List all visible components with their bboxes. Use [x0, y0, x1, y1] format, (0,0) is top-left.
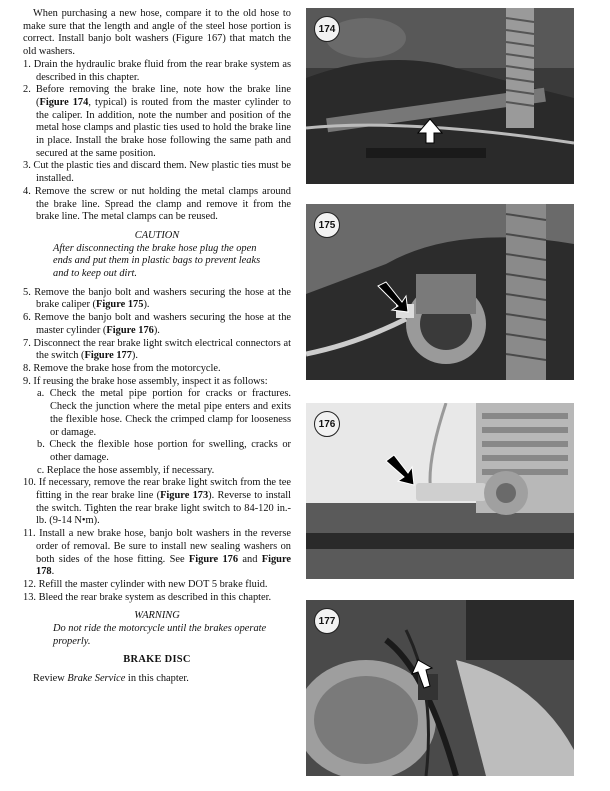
step-4: 4. Remove the screw or nut holding the metal clamps around the brake line. Spread the clamp and remove it from the brake line. The metal clamps can be reused. [23, 185, 291, 223]
intro-paragraph: When purchasing a new hose, compare it to the old hose to make sure that the length and angle of the steel hose portion is correct. Install banjo bolt washers (Figure 167) that match the old washers. [23, 8, 291, 58]
text-column [23, 8, 291, 686]
step-8: 8. Remove the brake hose from the motorcycle. [23, 362, 221, 374]
step-3: 3. Cut the plastic ties and discard them. New plastic ties must be installed. [23, 160, 291, 185]
step-7: 7. Disconnect the rear brake light switch electrical connectors at the switch (Figure 177). [23, 337, 291, 362]
step-9c: c. Replace the hose assembly, if necessary. [37, 464, 215, 476]
caution-body: After disconnecting the brake hose plug the open ends and put them in plastic bags to prevent leaks and to keep out dirt. [53, 242, 261, 280]
figure-176-photo [306, 403, 574, 579]
figure-number-badge: 177 [314, 608, 340, 634]
step-5: 5. Remove the banjo bolt and washers securing the hose at the brake caliper (Figure 175). [23, 286, 291, 311]
section-title: BRAKE DISC [123, 654, 191, 666]
warning-body: Do not ride the motorcycle until the brakes operate properly. [53, 623, 267, 647]
step-9: 9. If reusing the brake hose assembly, inspect it as follows: [23, 375, 268, 387]
step-9b: b. Check the flexible hose portion for swelling, cracks or other damage. [37, 439, 291, 463]
step-6: 6. Remove the banjo bolt and washers securing the hose at the master cylinder (Figure 176). [23, 312, 291, 336]
step-2: 2. Before removing the brake line, note how the brake line (Figure 174, typical) is routed from the master cylinder to the caliper. In addition, note the number and position of the metal hose clamps and plastic ties used to hold the brake line in place. Install the brake hose following the same path and secured at the same position. [23, 84, 291, 159]
step-11: 11. Install a new brake hose, banjo bolt washers in the reverse order of removal. Be sure to install new sealing washers on both sides of the hose fitting. See Figure 176 and Figure 178. [23, 528, 291, 578]
figure-175-photo [306, 204, 574, 380]
step-10: 10. If necessary, remove the rear brake light switch from the tee fitting in the rear brake line (Figure 173). Reverse to install the switch. Tighten the rear brake light switch to 84-120 in.-lb. (9-14 N•m). [23, 477, 291, 527]
step-9a: a. Check the metal pipe portion for cracks or fractures. Check the junction where the metal pipe enters and exits the flexible hose. Check the crimped clamp for looseness or damage. [37, 388, 291, 438]
figure-number-badge: 176 [314, 411, 340, 437]
caution-title: CAUTION [134, 229, 180, 241]
warning-title: WARNING [134, 610, 180, 622]
figure-number-badge: 175 [314, 212, 340, 238]
review-paragraph: Review Brake Service in this chapter. [33, 673, 189, 685]
step-12: 12. Refill the master cylinder with new DOT 5 brake fluid. [23, 578, 268, 590]
figure-177-photo [306, 600, 574, 776]
step-1: 1. Drain the hydraulic brake fluid from the rear brake system as described in this chapter. [23, 58, 291, 83]
step-13: 13. Bleed the rear brake system as described in this chapter. [23, 591, 272, 603]
figure-number-badge: 174 [314, 16, 340, 42]
figure-174-photo [306, 8, 574, 184]
